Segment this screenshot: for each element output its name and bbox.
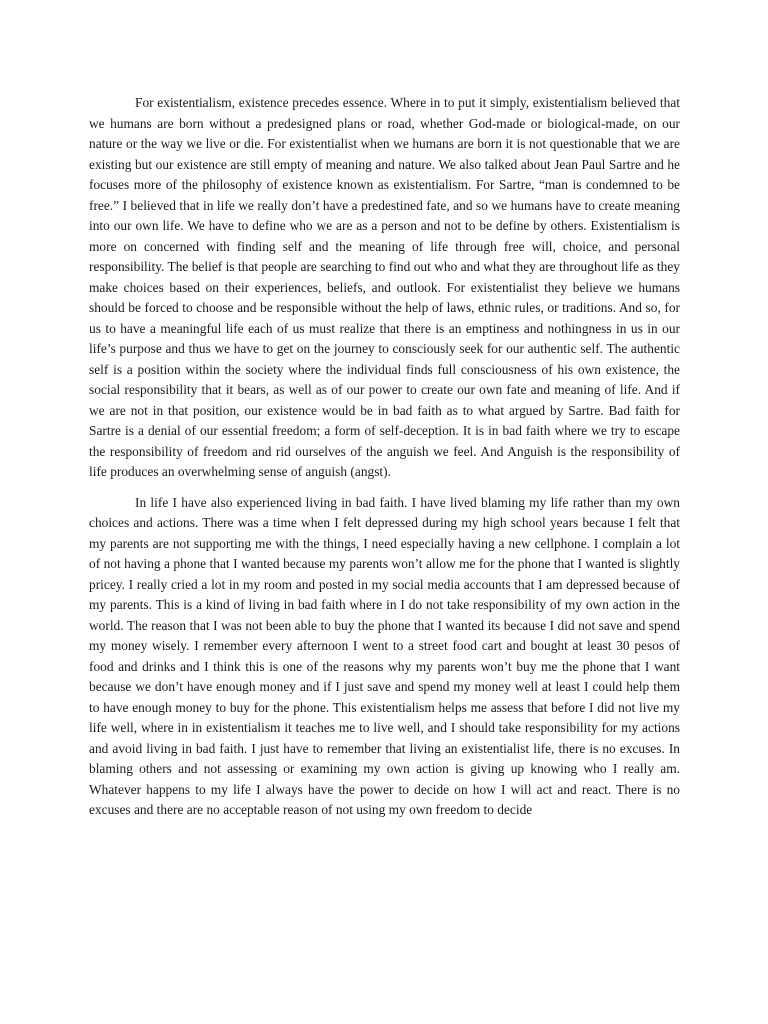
document-page	[89, 93, 680, 821]
paragraph-existentialism-definition: For existentialism, existence precedes essence. Where in to put it simply, existentialism believed that we humans are born without a predesigned plans or road, whether God-made or biological-made, on our nature or the way we live or die. For existentialist when we humans are born it is not questionable that we are existing but our existence are still empty of meaning and nature. We also talked about Jean Paul Sartre and he focuses more of the philosophy of existence known as existentialism. For Sartre, “man is condemned to be free.” I believed that in life we really don’t have a predestined fate, and so we humans have to create meaning into our own life. We have to define who we are as a person and not to be define by others. Existentialism is more on concerned with finding self and the meaning of life through free will, choice, and personal responsibility. The belief is that people are searching to find out who and what they are throughout life as they make choices based on their experiences, beliefs, and outlook. For existentialist they believe we humans should be forced to choose and be responsible without the help of laws, ethnic rules, or traditions. And so, for us to have a meaningful life each of us must realize that there is an emptiness and nothingness in us in our life’s purpose and thus we have to get on the journey to consciously seek for our authentic self. The authentic self is a position within the society where the individual finds full consciousness of his own existence, the social responsibility that it bears, as well as of our power to create our own fate and meaning of life. And if we are not in that position, our existence would be in bad faith as to what argued by Sartre. Bad faith for Sartre is a denial of our essential freedom; a form of self-deception. It is in bad faith where we try to escape the responsibility of freedom and rid ourselves of the anguish we feel. And Anguish is the responsibility of life produces an overwhelming sense of anguish (angst).	[89, 95, 680, 479]
paragraph-personal-experience: In life I have also experienced living in bad faith. I have lived blaming my life rather than my own choices and actions. There was a time when I felt depressed during my high school years because I felt that my parents are not supporting me with the things, I need especially having a new cellphone. I complain a lot of not having a phone that I wanted because my parents won’t allow me for the phone that I wanted is slightly pricey. I really cried a lot in my room and posted in my social media accounts that I am depressed because of my parents. This is a kind of living in bad faith where in I do not take responsibility of my own action in the world. The reason that I was not been able to buy the phone that I wanted its because I did not save and spend my money wisely. I remember every afternoon I went to a street food cart and bought at least 30 pesos of food and drinks and I think this is one of the reasons why my parents won’t buy me the phone that I want because we don’t have enough money and if I just save and spend my money well at least I could help them to have enough money to buy for the phone. This existentialism helps me assess that before I did not live my life well, where in in existentialism it teaches me to live well, and I should take responsibility for my actions and avoid living in bad faith. I just have to remember that living an existentialist life, there is no excuses. In blaming others and not assessing or examining my own action is giving up knowing who I really am. Whatever happens to my life I always have the power to decide on how I will act and react. There is no excuses and there are no acceptable reason of not using my own freedom to decide	[89, 494, 680, 817]
